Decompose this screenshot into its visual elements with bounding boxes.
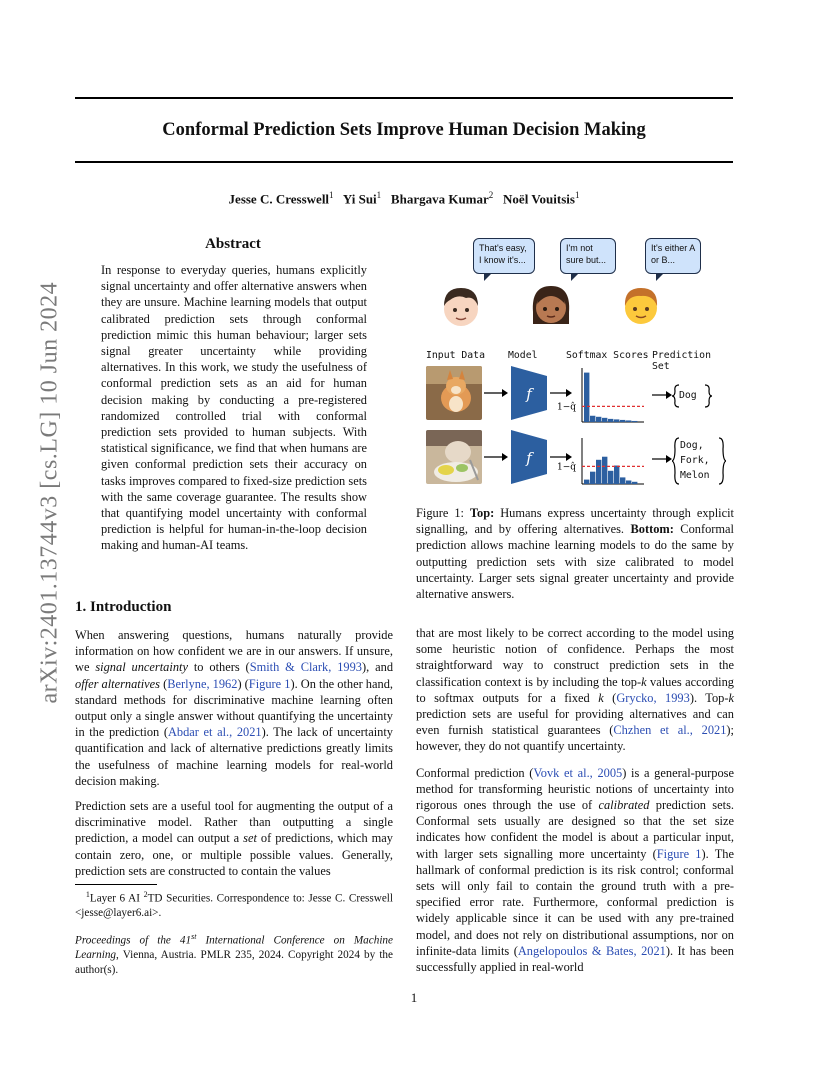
- flow-arrow-icon: [652, 389, 672, 401]
- dog-with-fork-photo: [426, 430, 482, 484]
- softmax-bar: [584, 373, 589, 422]
- author-list: [75, 190, 733, 207]
- softmax-bar: [590, 472, 595, 484]
- set-brace-icon: [704, 384, 712, 408]
- speech-bubble: It's either A or B...: [645, 238, 701, 274]
- figure-link[interactable]: Figure 1: [248, 676, 291, 691]
- model-block: [509, 428, 549, 486]
- flow-arrow-icon: [484, 387, 508, 399]
- paper-title: Conformal Prediction Sets Improve Human Decision Making: [162, 120, 646, 140]
- author-name: Jesse C. Cresswell: [228, 191, 330, 207]
- affiliation-footnote: $^1$Layer 6 AI $^2$TD Securities. Correspondence to: Jesse C. Cresswell <jesse@layer6.ai>.: [75, 890, 394, 920]
- arxiv-identifier: arXiv:2401.13744v3 [cs.LG] 10 Jun 2024: [36, 281, 63, 704]
- figure-link[interactable]: Figure 1: [656, 846, 702, 861]
- citation-link[interactable]: Grycko, 1993: [616, 690, 690, 705]
- column-header: Softmax Scores: [566, 350, 649, 361]
- softmax-chart-bottom: [556, 426, 648, 488]
- column-header: Prediction Set: [652, 350, 711, 372]
- author-affiliation: 1: [376, 190, 382, 200]
- figure-1: [416, 232, 734, 494]
- citation-link[interactable]: Abdar et al., 2021: [167, 725, 262, 740]
- abstract-body: In response to everyday queries, humans explicitly signal uncertainty and offer alternative answers when they are unsure. Machine learning models that output calibrated prediction sets through conformal prediction mimic this human behaviour; larger sets signal greater uncertainty while providing alternatives. In this work, we study the usefulness of conformal prediction sets as an aid for human decision making by conducting a pre-registered randomized controlled trial with conformal prediction sets provided to human subjects. With statistical significance, we find that when humans are given conformal prediction sets their accuracy on tasks improves compared to fixed-size prediction sets with the same coverage guarantee. The results show that quantifying model uncertainty with conformal prediction is helpful for human-in-the-loop decision making and human-AI teams.: [101, 263, 367, 553]
- footnote-rule: [75, 884, 157, 885]
- softmax-bar: [614, 419, 619, 422]
- section-heading-introduction: 1. Introduction: [75, 599, 172, 615]
- flow-arrow-icon: [652, 453, 672, 465]
- set-brace-icon: [672, 437, 680, 485]
- prediction-set-bottom: Dog, Fork, Melon: [680, 440, 710, 481]
- speech-bubble: I'm not sure but...: [560, 238, 616, 274]
- proceedings-note: Proceedings of the 41st International Conference on Machine Learning, Vienna, Austria. PMLR 235, 2024. Copyright 2024 by the author(s).: [75, 932, 393, 976]
- author-affiliation: 2: [488, 190, 494, 200]
- softmax-bar: [602, 457, 607, 484]
- softmax-bar: [620, 477, 625, 484]
- author-name: Bhargava Kumar: [390, 191, 489, 207]
- column-header: Input Data: [426, 350, 485, 361]
- author-affiliation: 1: [329, 190, 334, 200]
- softmax-bar: [620, 420, 625, 422]
- intro-paragraph-1: When answering questions, humans naturally provide information on how confident we are in our answers. If unsure, we signal uncertainty to others (Smith & Clark, 1993), and offer alternatives (Berlyne, 1962) (Figure 1). On the other hand, standard methods for discriminative machine learning often output only a single answer without quantifying the uncertainty in the prediction (Abdar et al., 2021). The lack of uncertainty quantification and lack of alternative predictions greatly limits the usefulness of machine learning models for real-world decision making.: [75, 628, 394, 788]
- citation-link[interactable]: Vovk et al., 2005: [533, 765, 623, 780]
- author-affiliation: 1: [574, 190, 580, 200]
- intro-paragraph-3: that are most likely to be correct according to the model using some heuristic notion of confidence. Perhaps the most straightforward way to construct prediction sets in the classification context is by including the top-k values according to softmax outputs for a fixed k (Grycko, 1993). Top-k prediction sets are useful for providing alternatives and can even furnish statistical guarantees (Chzhen et al., 2021); however, they do not quantify uncertainty.: [416, 626, 734, 754]
- softmax-bar: [626, 420, 631, 422]
- softmax-bar: [596, 460, 601, 484]
- softmax-bar: [584, 480, 589, 484]
- right-column-text: [416, 625, 734, 975]
- citation-link[interactable]: Berlyne, 1962: [167, 676, 238, 691]
- softmax-bar: [614, 466, 619, 484]
- abstract-heading: Abstract: [205, 236, 261, 252]
- set-brace-icon: [718, 437, 726, 485]
- threshold-label: 1−q̂: [557, 402, 577, 413]
- column-header: Model: [508, 350, 538, 361]
- prediction-set-top: Dog: [679, 390, 697, 401]
- title-bottom-rule: [75, 161, 733, 163]
- page-number: 1: [410, 990, 418, 1005]
- left-column-text: [75, 627, 393, 879]
- citation-link[interactable]: Chzhen et al., 2021: [613, 723, 727, 738]
- svg-text:f: f: [526, 449, 532, 467]
- dog-photo: [426, 366, 482, 420]
- softmax-bar: [626, 480, 631, 484]
- softmax-bar: [602, 418, 607, 422]
- softmax-chart-top: [556, 360, 648, 426]
- svg-text:f: f: [526, 385, 532, 403]
- softmax-bar: [632, 482, 637, 484]
- flow-arrow-icon: [484, 451, 508, 463]
- author-name: Yi Sui: [342, 191, 377, 207]
- top-rule: [75, 97, 733, 99]
- speech-bubble: That's easy, I know it's...: [473, 238, 535, 274]
- softmax-bar: [632, 421, 637, 422]
- softmax-bar: [596, 417, 601, 422]
- citation-link[interactable]: Angelopoulos & Bates, 2021: [517, 943, 666, 958]
- softmax-bar: [608, 419, 613, 422]
- author-name: Noël Vouitsis: [503, 191, 575, 207]
- person-face-icon: [438, 284, 484, 330]
- softmax-bar: [608, 471, 613, 484]
- threshold-label: 1−q̂: [557, 462, 577, 473]
- figure-caption: Figure 1: Top: Humans express uncertainty through explicit signalling, and by offering alternatives. Bottom: Conformal prediction allows machine learning models to do the same by outputting prediction sets with size calibrated to model uncertainty. Larger sets signal greater uncertainty and provide alternative answers.: [416, 506, 734, 602]
- citation-link[interactable]: Smith & Clark, 1993: [249, 660, 363, 675]
- person-face-icon: [618, 282, 664, 328]
- model-block: [509, 364, 549, 422]
- intro-paragraph-2: Prediction sets are a useful tool for augmenting the output of a discriminative model. Rather than outputting a single prediction, a model can output a set of predictions, which may contain zero, one, or multiple possible values. Generally, prediction sets are constructed to contain the values: [75, 799, 394, 878]
- intro-paragraph-4: Conformal prediction (Vovk et al., 2005) is a general-purpose method for transforming heuristic notions of uncertainty into rigorous ones through the use of calibrated prediction sets. Conformal sets usually are designed so that the set size indicates how confident the model is about a particular input, with larger sets signalling more uncertainty (Figure 1). The hallmark of conformal prediction is its risk control; conformal sets will only fail to contain the ground truth with a pre-specified error rate. Furthermore, conformal prediction is widely applicable since it can be used with any pre-trained model, and does not rely on distributional assumptions, nor on infinite-data limits (Angelopoulos & Bates, 2021). It has been successfully applied in real-world: [416, 765, 734, 975]
- person-face-icon: [528, 282, 574, 328]
- softmax-bar: [590, 416, 595, 422]
